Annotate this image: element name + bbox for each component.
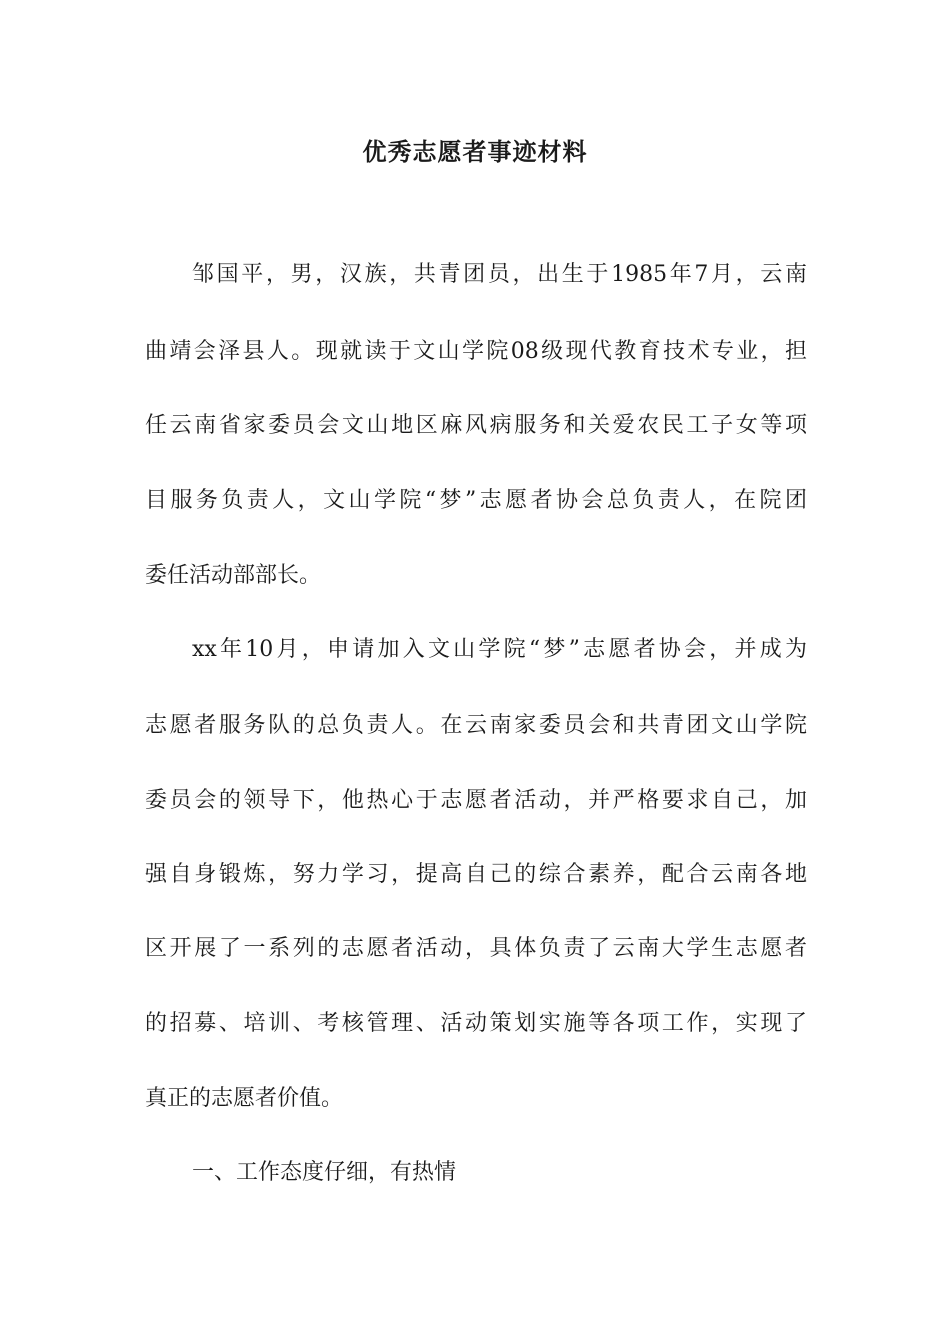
paragraph-line: 曲靖会泽县人。现就读于文山学院08级现代教育技术专业，担 xyxy=(145,339,807,364)
paragraph-line: 任云南省家委员会文山地区麻风病服务和关爱农民工子女等项 xyxy=(145,413,807,438)
paragraph-line: 委员会的领导下，他热心于志愿者活动，并严格要求自己，加 xyxy=(145,788,807,813)
paragraph-line: 的招募、培训、考核管理、活动策划实施等各项工作，实现了 xyxy=(145,1011,807,1036)
document-title: 优秀志愿者事迹材料 xyxy=(362,137,588,166)
paragraph-line: 志愿者服务队的总负责人。在云南家委员会和共青团文山学院 xyxy=(145,713,807,738)
paragraph-line: 真正的志愿者价值。 xyxy=(145,1086,344,1111)
paragraph-line: 委任活动部部长。 xyxy=(145,563,322,588)
paragraph-line: xx年10月，申请加入文山学院“梦”志愿者协会，并成为 xyxy=(192,637,807,662)
paragraph-line: 目服务负责人，文山学院“梦”志愿者协会总负责人，在院团 xyxy=(145,488,807,513)
paragraph-line: 强自身锻炼，努力学习，提高自己的综合素养，配合云南各地 xyxy=(145,862,807,887)
section-heading: 一、工作态度仔细，有热情 xyxy=(192,1160,457,1185)
paragraph-line: 邹国平，男，汉族，共青团员，出生于1985年7月，云南 xyxy=(192,262,807,287)
paragraph-line: 区开展了一系列的志愿者活动，具体负责了云南大学生志愿者 xyxy=(145,936,807,961)
